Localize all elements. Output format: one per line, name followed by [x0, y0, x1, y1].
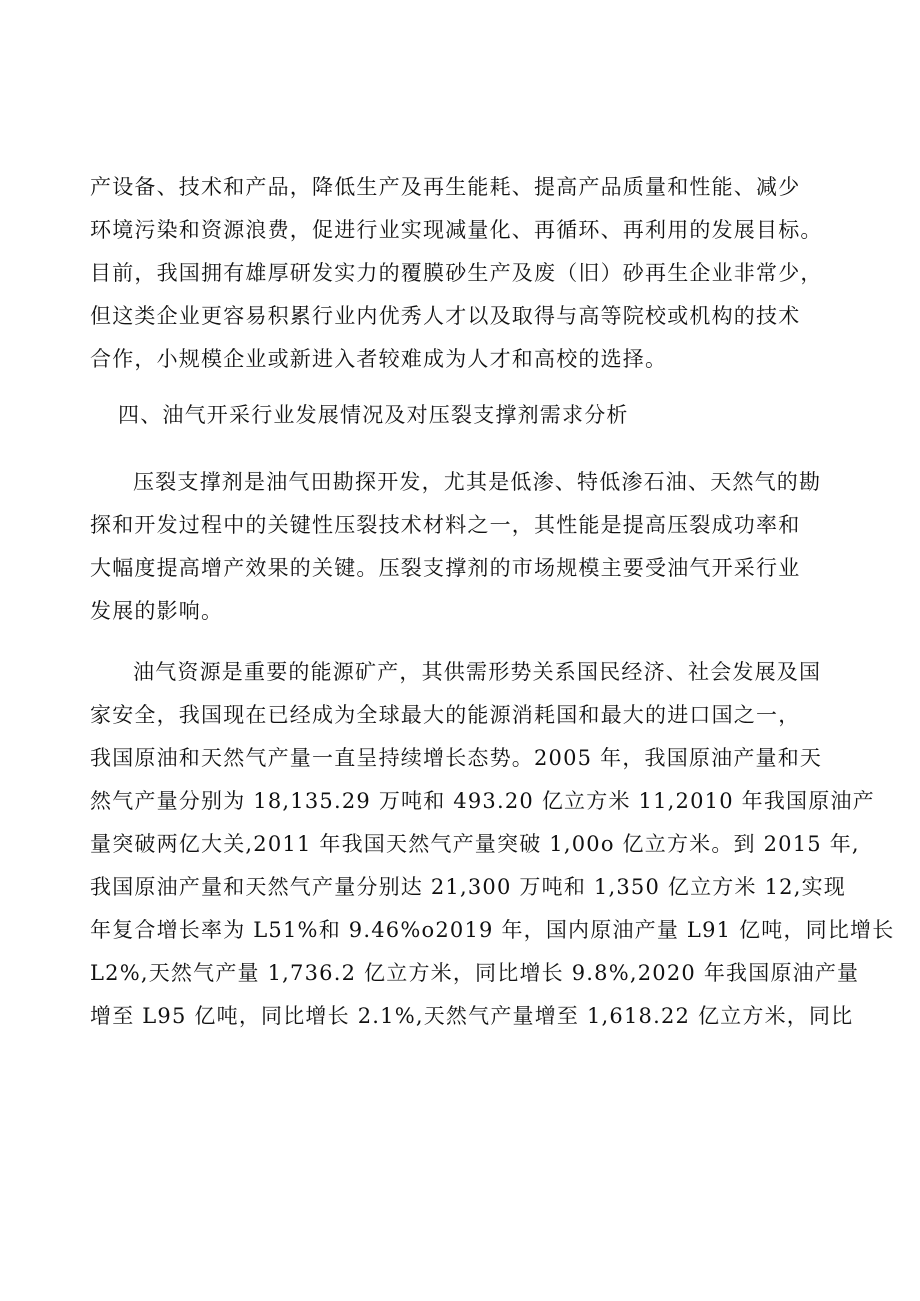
paragraph-3-line-8: L2%,天然气产量 1,736.2 亿立方米，同比增长 9.8%,2020 年我国原油产量: [90, 961, 860, 985]
paragraph-3-line-4: 然气产量分别为 18,135.29 万吨和 493.20 亿立方米 11,2010 年我国原油产: [90, 789, 875, 813]
paragraph-3-line-3: 我国原油和天然气产量一直呈持续增长态势。2005 年，我国原油产量和天: [90, 746, 823, 770]
paragraph-3-line-5: 量突破两亿大关,2011 年我国天然气产量突破 1,00o 亿立方米。到 2015 年,: [90, 832, 860, 856]
section-heading: 四、油气开采行业发展情况及对压裂支撑剂需求分析: [118, 403, 629, 427]
paragraph-3-line-2: 家安全，我国现在已经成为全球最大的能源消耗国和最大的进口国之一，: [90, 703, 801, 727]
paragraph-1-line-4: 但这类企业更容易积累行业内优秀人才以及取得与高等院校或机构的技术: [90, 304, 801, 328]
paragraph-2-line-2: 探和开发过程中的关键性压裂技术材料之一，其性能是提高压裂成功率和: [90, 513, 801, 537]
paragraph-1-line-5: 合作，小规模企业或新进入者较难成为人才和高校的选择。: [90, 347, 668, 371]
paragraph-3-line-7: 年复合增长率为 L51%和 9.46%o2019 年，国内原油产量 L91 亿吨，同比增长: [90, 918, 895, 942]
paragraph-1-line-3: 目前，我国拥有雄厚研发实力的覆膜砂生产及废（旧）砂再生企业非常少，: [90, 261, 823, 285]
paragraph-1-line-1: 产设备、技术和产品，降低生产及再生能耗、提高产品质量和性能、减少: [90, 175, 801, 199]
paragraph-2-line-3: 大幅度提高增产效果的关键。压裂支撑剂的市场规模主要受油气开采行业: [90, 556, 801, 580]
paragraph-3-line-9: 增至 L95 亿吨，同比增长 2.1%,天然气产量增至 1,618.22 亿立方米，同比: [90, 1004, 854, 1028]
paragraph-3-line-6: 我国原油产量和天然气产量分别达 21,300 万吨和 1,350 亿立方米 12,实现: [90, 875, 846, 899]
paragraph-2-line-4: 发展的影响。: [90, 599, 224, 623]
paragraph-3-line-1: 油气资源是重要的能源矿产，其供需形势关系国民经济、社会发展及国: [133, 660, 822, 684]
paragraph-1-line-2: 环境污染和资源浪费，促进行业实现减量化、再循环、再利用的发展目标。: [90, 218, 823, 242]
paragraph-2-line-1: 压裂支撑剂是油气田勘探开发，尤其是低渗、特低渗石油、天然气的勘: [133, 470, 822, 494]
